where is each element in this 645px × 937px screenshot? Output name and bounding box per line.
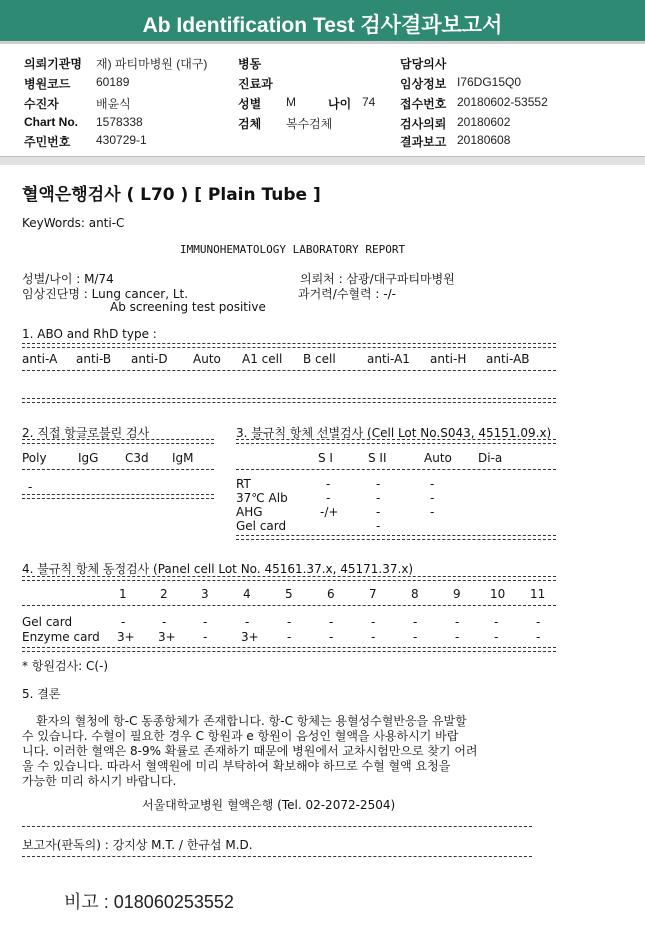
s4-col-2: 2 [160,587,168,601]
s3-row-rt-s1: - [326,477,331,491]
report-banner: Ab Identification Test 검사결과보고서 [0,0,645,44]
section4-rule-mid [22,605,556,606]
hospital-code-label: 병원코드 [24,77,71,91]
s4-enzyme-1: 3+ [117,630,135,644]
s2-val-poly: - [28,480,33,494]
s1-col-anti-a: anti-A [22,352,58,366]
accession-label: 접수번호 [400,97,447,111]
section4-title: 4. 불규칙 항체 동정검사 (Panel cell Lot No. 45161.37.x, 45171.37.x) [22,562,414,576]
reporter-line: 보고자(판독의) : 강지상 M.T. / 한규섭 M.D. [22,838,253,852]
s1-col-anti-a1: anti-A1 [367,352,410,366]
s4-col-6: 6 [327,587,335,601]
section1-rule-top [22,343,556,348]
keywords: KeyWords: anti-C [22,216,125,230]
s4-enzyme-9: - [455,630,460,644]
s4-col-10: 10 [490,587,506,601]
s1-col-anti-ab: anti-AB [486,352,530,366]
s4-enzyme-4: 3+ [241,630,259,644]
sex-value: M [286,95,296,109]
conclusion-line-1: 환자의 혈청에 항-C 동종항체가 존재합니다. 항-C 항체는 용혈성수혈반응을 유발할 [36,714,467,728]
s4-gel-11: - [536,615,541,629]
s3-col-s2: S II [368,451,387,465]
institution-signature: 서울대학교병원 혈액은행 (Tel. 02-2072-2504) [142,798,396,812]
patient-name-value: 배윤식 [96,97,131,111]
s4-gel-1: - [121,615,126,629]
s4-gel-4: - [245,615,250,629]
section4-rule-bottom [22,647,556,652]
s3-col-s1: S I [318,451,333,465]
s3-row-gel-s2: - [376,519,381,533]
section2-title: 2. 직접 항글로불린 검사 [22,426,150,440]
s4-gel-10: - [494,615,499,629]
s3-row-alb-s1: - [326,491,331,505]
s4-enzyme-11: - [536,630,541,644]
requester-line: 의뢰처 : 삼광/대구파티마병원 [300,272,455,286]
s3-row-rt-label: RT [236,477,251,491]
s1-col-a1-cell: A1 cell [242,352,283,366]
s4-col-7: 7 [369,587,377,601]
doctor-label: 담당의사 [400,57,447,71]
header-divider [0,156,645,165]
age-value: 74 [362,95,376,109]
section2-rule-bottom [22,494,214,499]
report-title: 혈액은행검사 ( L70 ) [ Plain Tube ] [22,185,321,205]
s3-row-rt-s2: - [376,477,381,491]
s4-enzyme-2: 3+ [158,630,176,644]
resident-no-label: 주민번호 [24,135,71,149]
s2-col-igg: IgG [78,451,99,465]
patient-header [0,47,645,157]
s3-row-alb-s2: - [376,491,381,505]
chart-no-value: 1578338 [96,115,143,129]
s4-enzyme-5: - [287,630,292,644]
conclusion-line-2: 수 있습니다. 수혈이 필요한 경우 C 항원과 e 항원이 음성인 혈액을 사용하시기 바랍 [22,729,459,743]
section1-title: 1. ABO and RhD type : [22,327,157,341]
antigen-test: * 항원검사: C(-) [22,659,109,673]
s4-enzyme-label: Enzyme card [22,630,100,644]
s4-col-11: 11 [530,587,546,601]
s4-gel-7: - [371,615,376,629]
s4-enzyme-8: - [413,630,418,644]
section4-rule-top [22,576,556,581]
sex-age-line: 성별/나이 : M/74 [22,272,114,286]
s2-col-igm: IgM [172,451,194,465]
s4-gel-label: Gel card [22,615,73,629]
s1-col-anti-h: anti-H [430,352,467,366]
section2-rule-top [22,439,214,444]
s4-col-9: 9 [453,587,461,601]
s3-row-ahg-s2: - [376,505,381,519]
reporter-rule-bottom [22,856,532,857]
chart-no-label: Chart No. [24,115,78,129]
section3-title: 3. 불규칙 항체 선별검사 (Cell Lot No.S043, 45151.09.x) [236,426,552,440]
specimen-value: 복수검체 [286,117,333,131]
s4-col-3: 3 [201,587,209,601]
s3-row-alb-label: 37℃ Alb [236,491,288,505]
section3-rule-mid [236,469,556,470]
conclusion-line-5: 가능한 미리 하시기 바랍니다. [22,774,177,788]
clinical-info-value: I76DG15Q0 [457,75,522,89]
specimen-label: 검체 [238,117,262,131]
s4-gel-2: - [162,615,167,629]
section2-rule-mid [22,469,214,470]
diagnosis-line-2: Ab screening test positive [110,300,266,314]
s1-col-auto: Auto [193,352,221,366]
s3-row-gel-label: Gel card [236,519,287,533]
s3-row-ahg-auto: - [430,505,435,519]
s3-row-alb-auto: - [430,491,435,505]
s4-enzyme-6: - [329,630,334,644]
section1-rule-mid [22,370,556,371]
s4-gel-6: - [329,615,334,629]
conclusion-line-3: 니다. 이러한 혈액은 8-9% 확률로 존재하기 때문에 병원에서 교차시험만으로 찾기 어려 [22,744,478,758]
s3-row-ahg-s1: -/+ [320,505,339,519]
s1-col-anti-d: anti-D [131,352,168,366]
diagnosis-line: 임상진단명 : Lung cancer, Lt. [22,287,189,301]
reporter-rule-top [22,826,532,827]
conclusion-line-4: 울 수 있습니다. 따라서 혈액원에 미리 부탁하여 확보해야 하므로 수혈 혈액 요청을 [22,759,451,773]
patient-name-label: 수진자 [24,97,59,111]
hospital-code-value: 60189 [96,75,130,89]
s3-row-rt-auto: - [430,477,435,491]
s4-enzyme-7: - [371,630,376,644]
history-line: 과거력/수혈력 : -/- [298,287,396,301]
section3-rule-top [236,439,556,444]
lab-report-title: IMMUNOHEMATOLOGY LABORATORY REPORT [180,243,406,256]
note-line: 비고 : 018060253552 [64,892,234,912]
s4-col-1: 1 [119,587,127,601]
request-date-value: 20180602 [457,115,511,129]
s3-col-dia: Di-a [478,451,503,465]
report-body [0,166,645,937]
s4-gel-9: - [455,615,460,629]
report-date-label: 결과보고 [400,135,447,149]
s4-col-8: 8 [411,587,419,601]
s2-col-c3d: C3d [125,451,149,465]
section3-rule-bottom [236,535,556,540]
clinical-info-label: 임상정보 [400,77,447,91]
section1-rule-bottom [22,398,556,403]
accession-value: 20180602-53552 [457,95,548,109]
s2-col-poly: Poly [22,451,47,465]
s4-gel-8: - [413,615,418,629]
institution-value: 재) 파티마병원 (대구) [96,57,208,71]
sex-label: 성별 [238,97,262,111]
age-label: 나이 [328,97,352,111]
s4-col-5: 5 [285,587,293,601]
section5-title: 5. 결론 [22,687,61,701]
s3-col-auto: Auto [424,451,452,465]
resident-no-value: 430729-1 [96,133,147,147]
request-date-label: 검사의뢰 [400,117,447,131]
institution-label: 의뢰기관명 [24,57,82,71]
ward-label: 병동 [238,57,262,71]
s1-col-b-cell: B cell [303,352,336,366]
s4-enzyme-3: - [203,630,208,644]
report-date-value: 20180608 [457,133,511,147]
department-label: 진료과 [238,77,273,91]
s4-col-4: 4 [243,587,251,601]
s4-enzyme-10: - [494,630,499,644]
s1-col-anti-b: anti-B [76,352,112,366]
s4-gel-3: - [203,615,208,629]
s3-row-ahg-label: AHG [236,505,263,519]
s4-gel-5: - [287,615,292,629]
